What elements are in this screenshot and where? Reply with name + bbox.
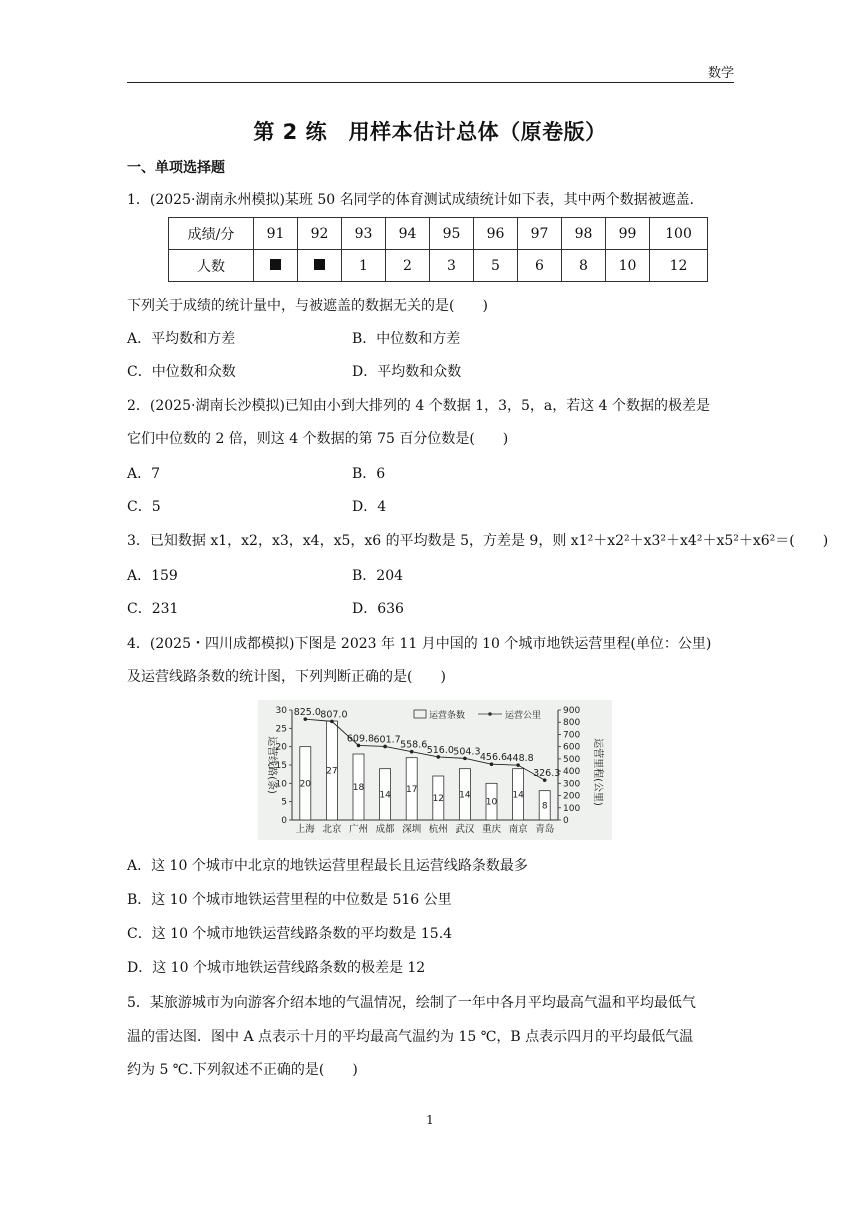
- header-subject: 数学: [707, 66, 734, 81]
- left-tick-label: 15: [275, 761, 287, 771]
- q4-option-a: A．这 10 个城市中北京的地铁运营里程最长且运营线路条数最多: [127, 858, 528, 874]
- table-cell: [254, 250, 298, 282]
- legend-line-label: 运营公里: [505, 711, 542, 721]
- line-value-label: 609.8: [346, 733, 375, 745]
- left-tick-label: 10: [275, 779, 287, 790]
- category-label: 北京: [322, 824, 342, 835]
- q1-option-c: C．中位数和众数: [127, 364, 236, 380]
- category-label: 青岛: [535, 824, 555, 835]
- left-axis-label: 运营线路(条): [266, 736, 277, 794]
- table-cell: 8: [562, 250, 606, 282]
- q3-option-b: B．204: [352, 568, 404, 584]
- line-value-label: 326.3: [533, 768, 561, 780]
- line-value-label: 448.8: [506, 753, 534, 765]
- legend-line-marker: [488, 712, 492, 716]
- table-cell: 97: [518, 218, 562, 250]
- q4-stem-line1: 4．(2025・四川成都模拟)下图是 2023 年 11 月中国的 10 个城市地铁运营里程(单位：公里): [127, 636, 712, 652]
- category-label: 上海: [295, 824, 315, 835]
- table-cell: 5: [474, 250, 518, 282]
- right-tick-label: 300: [563, 779, 581, 790]
- table-cell: [298, 250, 342, 282]
- bar-value-label: 10: [485, 797, 498, 808]
- bar-value-label: 17: [405, 784, 418, 795]
- hidden-value-mark: [270, 259, 281, 270]
- table-cell: 6: [518, 250, 562, 282]
- score-table: [168, 217, 708, 282]
- q3-option-d: D．636: [352, 601, 404, 617]
- left-tick-label: 25: [275, 724, 287, 735]
- q2-option-a: A．7: [127, 466, 161, 482]
- table-cell: 93: [342, 218, 386, 250]
- line-value-label: 807.0: [320, 709, 348, 721]
- table-cell: 12: [650, 250, 708, 282]
- category-label: 深圳: [402, 824, 422, 835]
- table-cell: 99: [606, 218, 650, 250]
- q5-line1: 5．某旅游城市为向游客介绍本地的气温情况，绘制了一年中各月平均最高气温和平均最低气: [127, 995, 696, 1011]
- table-header-cell: 成绩/分: [169, 218, 254, 250]
- table-cell: 100: [650, 218, 708, 250]
- right-tick-label: 700: [563, 730, 581, 741]
- table-cell: 2: [386, 250, 430, 282]
- section-title: 一、单项选择题: [127, 160, 225, 176]
- right-tick-label: 800: [563, 718, 581, 729]
- bar-value-label: 27: [326, 766, 338, 777]
- q5-line3: 约为 5 ℃.下列叙述不正确的是( ): [127, 1062, 358, 1078]
- right-tick-label: 500: [563, 754, 581, 765]
- legend-bar-swatch: [414, 710, 426, 718]
- q4-stem-line2: 及运营线路条数的统计图，下列判断正确的是( ): [127, 669, 446, 685]
- q1-option-a: A．平均数和方差: [127, 331, 236, 347]
- right-tick-label: 600: [563, 742, 581, 753]
- category-label: 杭州: [428, 824, 448, 835]
- category-label: 成都: [375, 824, 395, 835]
- q5-line2: 温的雷达图．图中 A 点表示十月的平均最高气温约为 15 ℃，B 点表示四月的平均最低气温: [127, 1029, 694, 1045]
- right-tick-label: 0: [563, 816, 569, 826]
- page-title: 第 2 练 用样本估计总体（原卷版）: [253, 120, 607, 144]
- q1-option-b: B．中位数和方差: [352, 331, 461, 347]
- table-header-cell: 人数: [169, 250, 254, 282]
- q2-option-d: D．4: [352, 499, 387, 515]
- line-value-label: 558.6: [400, 739, 428, 751]
- metro-chart-svg: [258, 700, 612, 840]
- table-cell: 1: [342, 250, 386, 282]
- legend-bar-label: 运营条数: [429, 711, 466, 721]
- category-label: 重庆: [481, 824, 502, 835]
- table-cell: 92: [298, 218, 342, 250]
- table-cell: 96: [474, 218, 518, 250]
- q2-option-c: C．5: [127, 499, 161, 515]
- right-axis-label: 运营里程(公里): [592, 738, 603, 806]
- q1-stem: 1．(2025·湖南永州模拟)某班 50 名同学的体育测试成绩统计如下表，其中两个数据被遮盖．: [127, 192, 704, 208]
- q3-stem: 3．已知数据 x1，x2，x3，x4，x5，x6 的平均数是 5，方差是 9，则 x1²＋x2²＋x3²＋x4²＋x5²＋x6²＝( ): [127, 533, 829, 549]
- q1-option-d: D．平均数和众数: [352, 364, 462, 380]
- bar-value-label: 20: [299, 779, 312, 790]
- q4-option-d: D．这 10 个城市地铁运营线路条数的极差是 12: [127, 960, 426, 976]
- q3-option-a: A．159: [127, 568, 178, 584]
- table-cell: 94: [386, 218, 430, 250]
- bar-value-label: 8: [541, 801, 548, 812]
- category-label: 武汉: [455, 824, 475, 835]
- bar-value-label: 12: [432, 794, 445, 804]
- q2-option-b: B．6: [352, 466, 386, 482]
- bar-value-label: 14: [459, 790, 471, 801]
- line-value-label: 504.3: [453, 746, 481, 758]
- table-cell: 10: [606, 250, 650, 282]
- left-tick-label: 30: [275, 706, 287, 716]
- table-row: [169, 218, 708, 250]
- bar-value-label: 14: [379, 790, 391, 801]
- q3-option-c: C．231: [127, 601, 179, 617]
- left-tick-label: 5: [281, 797, 287, 808]
- right-tick-label: 200: [563, 791, 581, 802]
- line-value-label: 825.0: [293, 707, 321, 719]
- line-value-label: 516.0: [426, 744, 454, 756]
- bar-value-label: 14: [512, 790, 524, 801]
- header-rule: [127, 82, 734, 83]
- table-cell: 95: [430, 218, 474, 250]
- category-label: 广州: [348, 824, 369, 835]
- q4-option-b: B．这 10 个城市地铁运营里程的中位数是 516 公里: [127, 892, 452, 908]
- right-tick-label: 100: [563, 803, 581, 814]
- bar-value-label: 18: [352, 783, 365, 793]
- hidden-value-mark: [314, 259, 325, 270]
- table-cell: 91: [254, 218, 298, 250]
- q1-prompt: 下列关于成绩的统计量中，与被遮盖的数据无关的是( ): [127, 298, 488, 314]
- q4-option-c: C．这 10 个城市地铁运营线路条数的平均数是 15.4: [127, 926, 453, 942]
- page-number: 1: [426, 1113, 434, 1127]
- line-value-label: 456.6: [479, 752, 508, 764]
- table-cell: 3: [430, 250, 474, 282]
- table-row: [169, 250, 708, 282]
- metro-chart: [258, 700, 612, 840]
- right-tick-label: 400: [563, 767, 581, 778]
- category-label: 南京: [508, 824, 528, 835]
- q2-stem-line1: 2．(2025·湖南长沙模拟)已知由小到大排列的 4 个数据 1，3，5，a，若这 4 个数据的极差是: [127, 398, 711, 414]
- right-tick-label: 900: [563, 706, 581, 716]
- line-value-label: 601.7: [373, 734, 401, 746]
- q2-stem-line2: 它们中位数的 2 倍，则这 4 个数据的第 75 百分位数是( ): [127, 431, 509, 447]
- table-cell: 98: [562, 218, 606, 250]
- left-tick-label: 0: [281, 816, 287, 826]
- left-tick-label: 20: [275, 742, 287, 753]
